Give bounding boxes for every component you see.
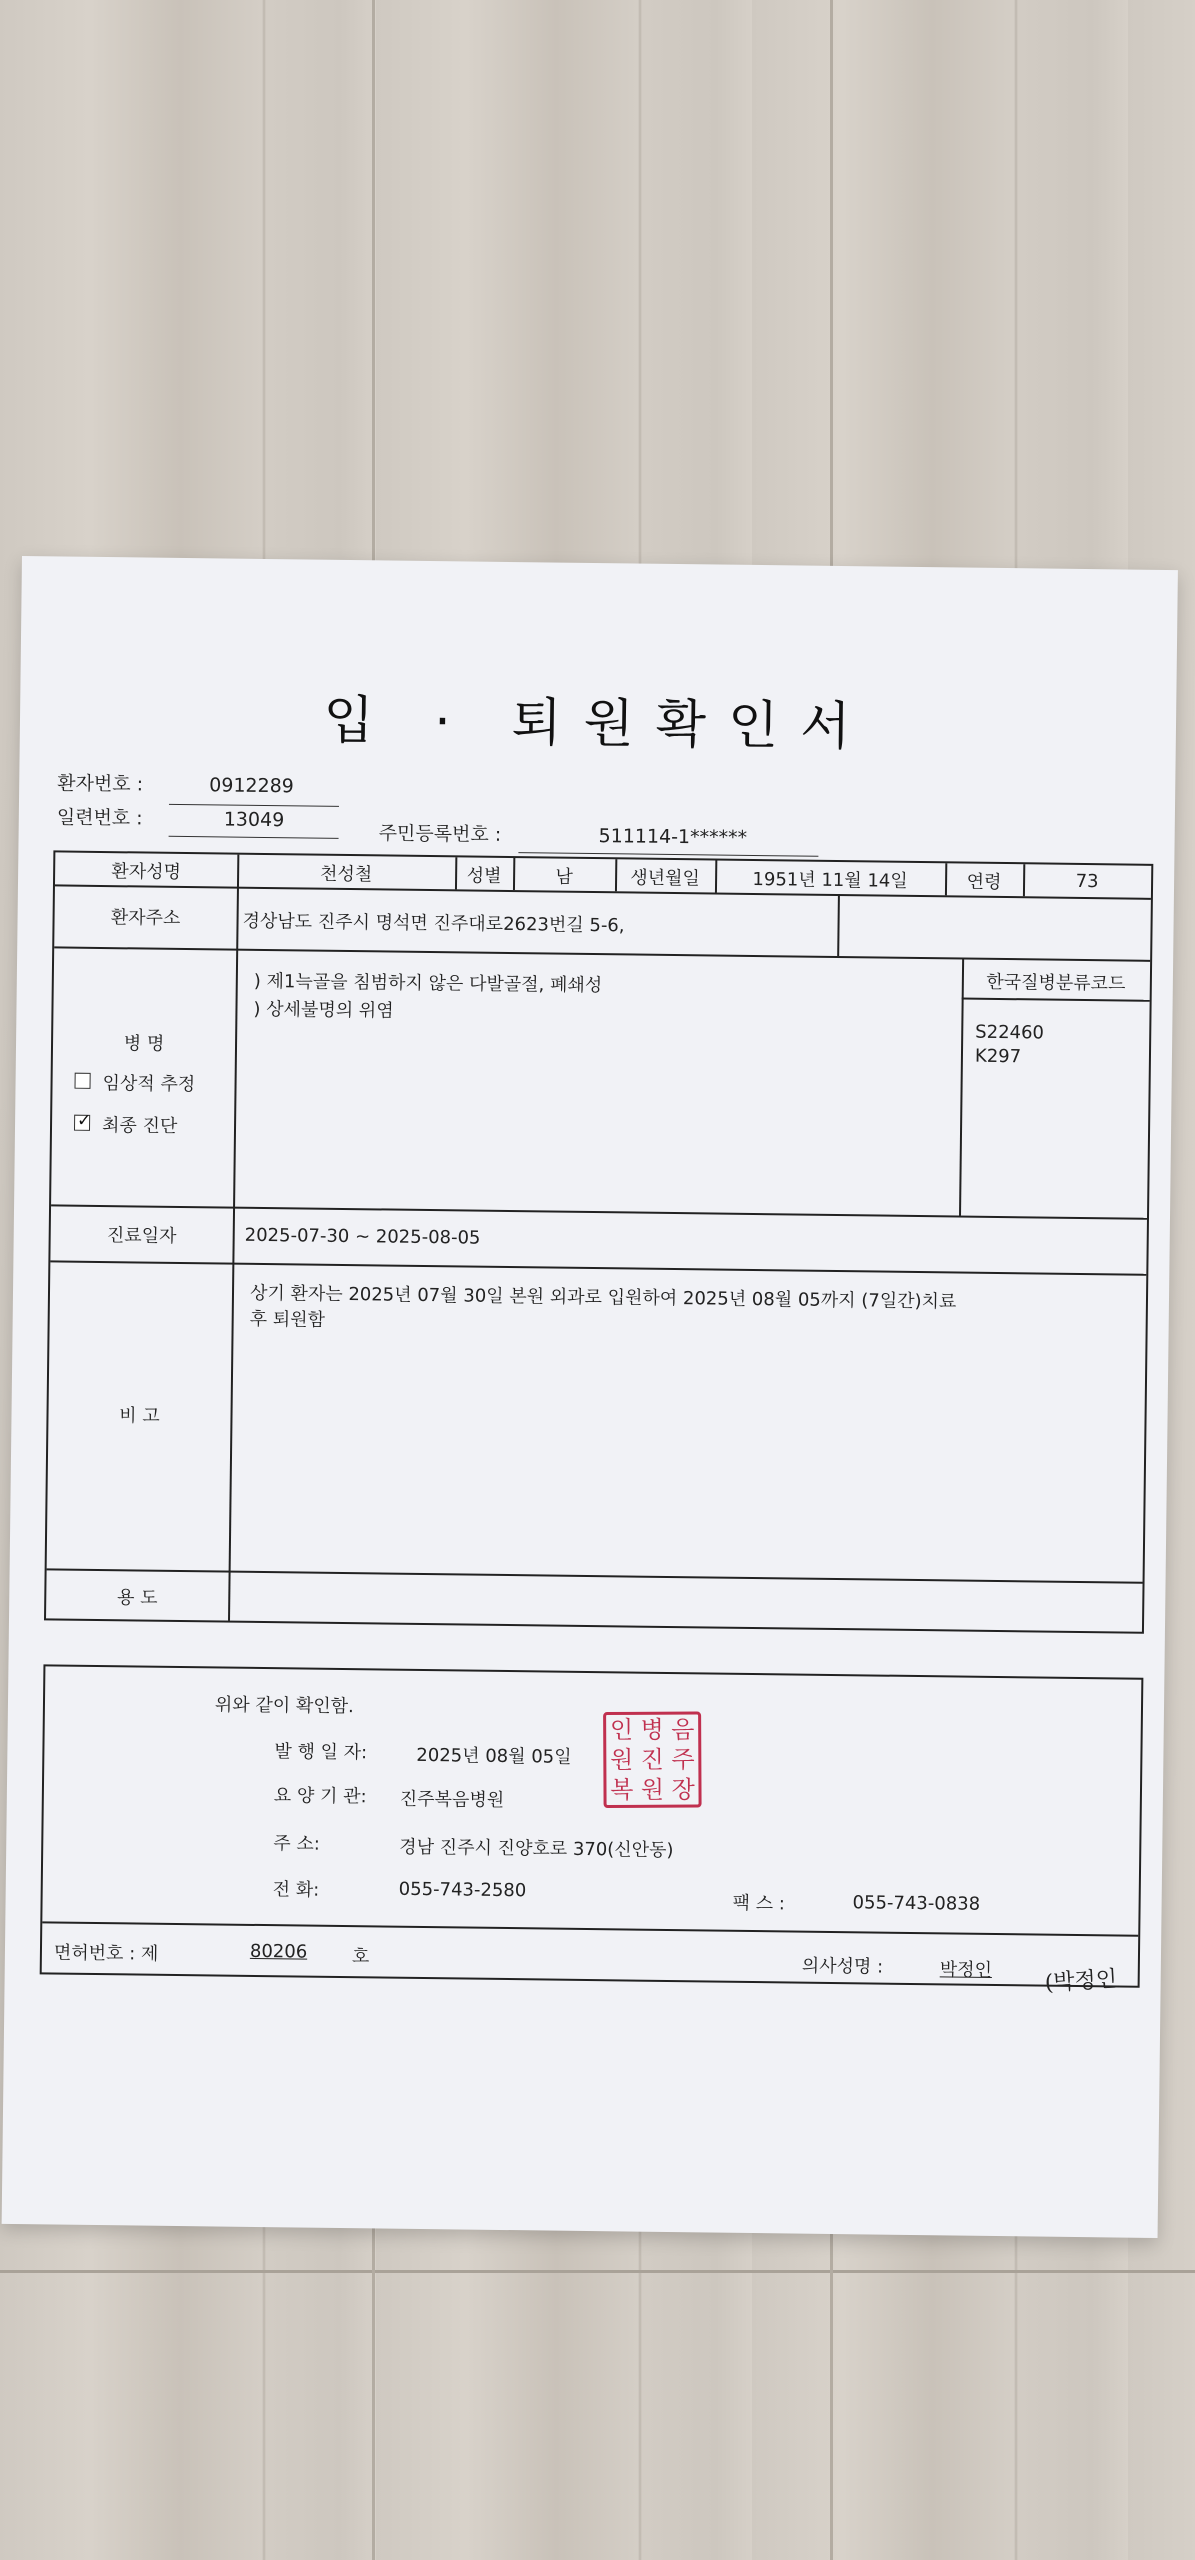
kcd-col-line	[959, 958, 964, 1216]
rrn-label: 주민등록번호 :	[378, 822, 502, 846]
diagnosis-2: ) 상세불명의 위염	[253, 998, 394, 1022]
phone-label: 전 화:	[272, 1879, 320, 1901]
confirm-statement: 위와 같이 확인함.	[214, 1694, 354, 1718]
remarks-line-2: 후 퇴원함	[249, 1308, 326, 1331]
age-label: 연령	[966, 871, 1002, 893]
usage-label: 용 도	[116, 1587, 158, 1609]
fax: 055-743-0838	[852, 1892, 981, 1915]
facility-label: 요 양 기 관:	[273, 1785, 367, 1808]
stamp-char: 복	[610, 1775, 634, 1805]
sex: 남	[555, 866, 573, 888]
row-line	[50, 1260, 1146, 1275]
issue-date-label: 발 행 일 자:	[274, 1741, 368, 1764]
patient-no: 0912289	[209, 774, 294, 798]
patient-no-underline	[169, 804, 339, 807]
final-label: 최종 진단	[101, 1115, 178, 1137]
phone: 055-743-2580	[398, 1878, 527, 1902]
disease-label: 병 명	[123, 1033, 165, 1055]
confirmation-box	[40, 1664, 1144, 1987]
license-row-line	[42, 1921, 1138, 1936]
serial-no-label: 일련번호 :	[56, 806, 143, 830]
license-number: 80206	[249, 1940, 308, 1963]
facility-address: 경남 진주시 진양호로 370(신안동)	[399, 1836, 674, 1862]
floor-seam	[0, 2270, 1195, 2273]
remarks-line-1: 상기 환자는 2025년 07월 30일 본원 외과로 입원하여 2025년 08월 05까지 (7일간)치료	[249, 1282, 957, 1313]
sex-label: 성별	[466, 865, 502, 887]
stamp-char: 병	[640, 1715, 664, 1744]
remarks-label: 비 고	[119, 1405, 160, 1427]
stamp-char: 원	[610, 1745, 634, 1775]
license-label: 면허번호 : 제	[53, 1942, 159, 1965]
kcd-code-1: S22460	[975, 1021, 1045, 1044]
dob: 1951년 11월 14일	[752, 868, 908, 892]
stamp-char: 음	[671, 1715, 695, 1744]
check-icon: ✓	[76, 1110, 92, 1131]
issue-date: 2025년 08월 05일	[416, 1744, 572, 1768]
clinical-checkbox[interactable]	[74, 1073, 90, 1089]
kcd-header-line	[962, 998, 1150, 1002]
stamp-char: 주	[671, 1745, 695, 1774]
doctor-label: 의사성명 :	[801, 1955, 884, 1978]
clinical-label: 임상적 추정	[102, 1073, 196, 1096]
certificate-paper	[2, 556, 1178, 2238]
facility-name: 진주복음병원	[399, 1788, 505, 1811]
name-label: 환자성명	[111, 861, 182, 883]
doctor-name: 박정인	[939, 1959, 993, 1981]
handwritten-signature: (박정인	[1044, 1966, 1118, 1997]
hospital-seal-stamp	[603, 1712, 702, 1809]
treatment-period: 2025-07-30 ~ 2025-08-05	[244, 1224, 481, 1249]
facility-address-label: 주 소:	[273, 1833, 320, 1855]
address-label: 환자주소	[110, 907, 181, 929]
patient-no-label: 환자번호 :	[57, 772, 144, 796]
patient-name: 천성철	[319, 863, 373, 886]
stamp-char: 장	[671, 1775, 695, 1804]
kcd-label: 한국질병분류코드	[986, 971, 1126, 995]
rrn: 511114-1******	[598, 825, 748, 849]
age: 73	[1075, 870, 1099, 893]
period-label: 진료일자	[106, 1225, 177, 1247]
info-table	[44, 850, 1153, 1633]
diagnosis-1: ) 제1늑골을 침범하지 않은 다발골절, 폐쇄성	[253, 970, 603, 997]
final-checkbox[interactable]	[74, 1110, 92, 1131]
stamp-char: 원	[640, 1775, 665, 1804]
stamp-char: 진	[640, 1745, 664, 1774]
serial-no: 13049	[223, 808, 285, 832]
row-line	[47, 1568, 1143, 1583]
kcd-code-2: K297	[974, 1045, 1022, 1068]
row-line	[54, 946, 1150, 961]
license-suffix: 호	[351, 1946, 370, 1968]
serial-no-underline	[169, 836, 339, 839]
dob-label: 생년월일	[630, 867, 701, 890]
stamp-char: 인	[609, 1715, 634, 1745]
address-end-line	[837, 894, 839, 956]
row-line	[51, 1204, 1147, 1219]
patient-address: 경상남도 진주시 명석면 진주대로2623번길 5-6,	[242, 910, 625, 937]
document-title: 입 · 퇴원확인서	[323, 690, 873, 758]
fax-label: 팩 스 :	[732, 1892, 786, 1915]
